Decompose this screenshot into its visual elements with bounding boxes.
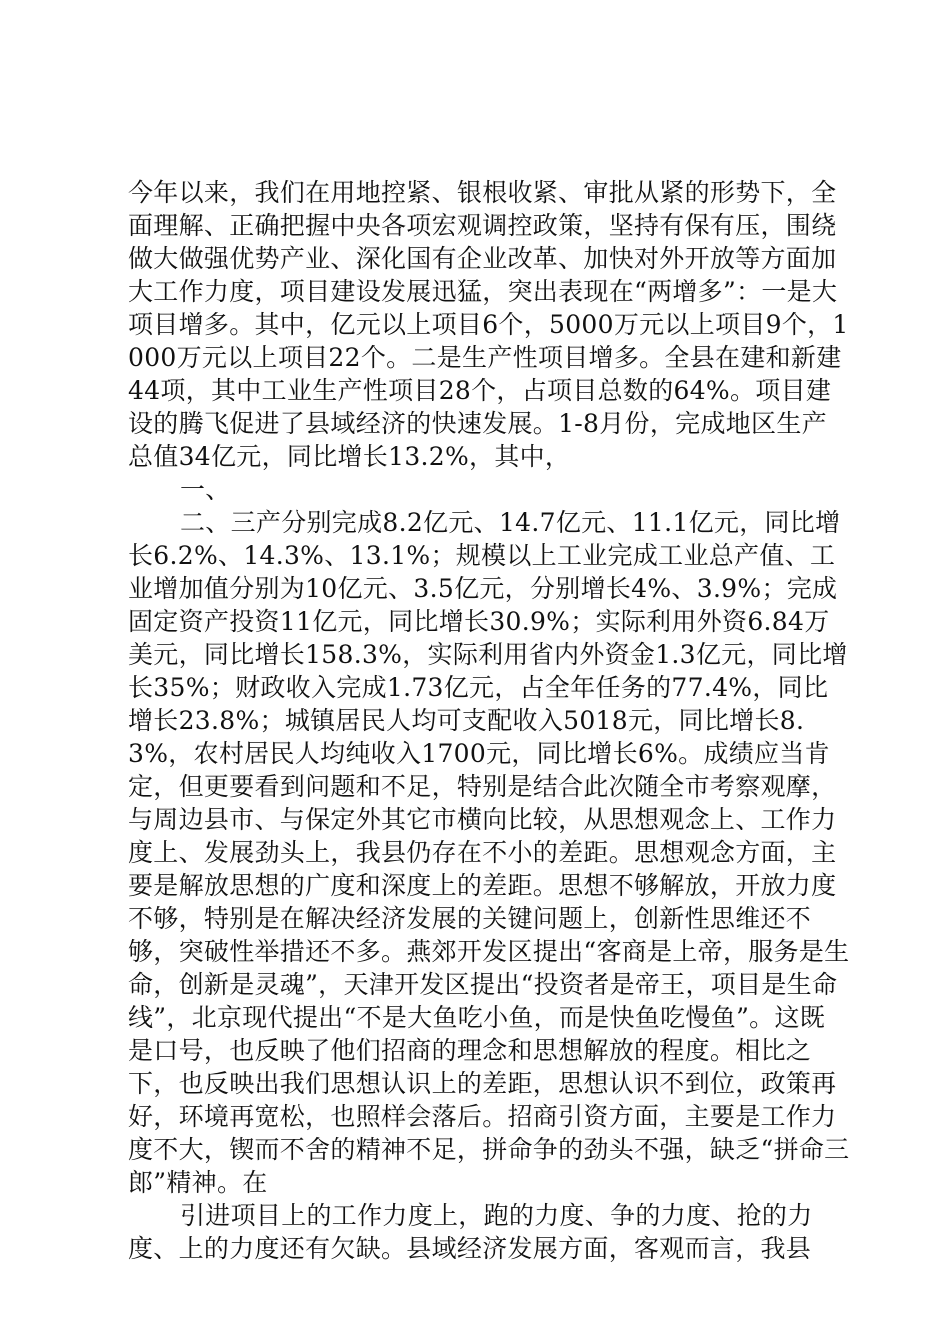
paragraph-summary: 今年以来，我们在用地控紧、银根收紧、审批从紧的形势下，全面理解、正确把握中央各项宏观调控政策，坚持有保有压，围绕做大做强优势产业、深化国有企业改革、加快对外开放等方面加大工作力度，项目建设发展迅猛，突出表现在“两增多”：一是大项目增多。其中，亿元以上项目6个，5000万元以上项目9个，1000万元以上项目22个。二是生产性项目增多。全县在建和新建44项，其中工业生产性项目28个，占项目总数的64%。项目建设的腾飞促进了县域经济的快速发展。1-8月份，完成地区生产总值34亿元，同比增长13.2%，其中， [128, 178, 849, 471]
paragraph-statistics: 二、三产分别完成8.2亿元、14.7亿元、11.1亿元，同比增长6.2%、14.3%、13.1%；规模以上工业完成工业总产值、工业增加值分别为10亿元、3.5亿元，分别增长4%、3.9%；完成固定资产投资11亿元，同比增长30.9%；实际利用外资6.84万美元，同比增长158.3%，实际利用省内外资金1.3亿元，同比增长35%；财政收入完成1.73亿元，占全年任务的77.4%，同比增长23.8%；城镇居民人均可支配收入5018元，同比增长8.3%，农村居民人均纯收入1700元，同比增长6%。成绩应当肯定，但更要看到问题和不足，特别是结合此次随全市考察观摩，与周边县市、与保定外其它市横向比较，从思想观念上、工作力度上、发展劲头上，我县仍存在不小的差距。思想观念方面，主要是解放思想的广度和深度上的差距。思想不够解放，开放力度不够，特别是在解决经济发展的关键问题上，创新性思维还不够，突破性举措还不多。燕郊开发区提出“客商是上帝，服务是生命，创新是灵魂”，天津开发区提出“投资者是帝王，项目是生命线”，北京现代提出“不是大鱼吃小鱼，而是快鱼吃慢鱼”。这既是口号，也反映了他们招商的理念和思想解放的程度。相比之下，也反映出我们思想认识上的差距，思想认识不到位，政策再好，环境再宽松，也照样会落后。招商引资方面，主要是工作力度不大，锲而不舍的精神不足，拼命争的劲头不强，缺乏“拼命三郎”精神。在 [128, 508, 850, 1197]
document-body [128, 176, 850, 1265]
paragraph-project-efforts: 引进项目上的工作力度上，跑的力度、争的力度、抢的力度、上的力度还有欠缺。县域经济发展方面，客观而言，我县 [128, 1201, 813, 1263]
paragraph-heading-one: 一、 [180, 475, 231, 504]
